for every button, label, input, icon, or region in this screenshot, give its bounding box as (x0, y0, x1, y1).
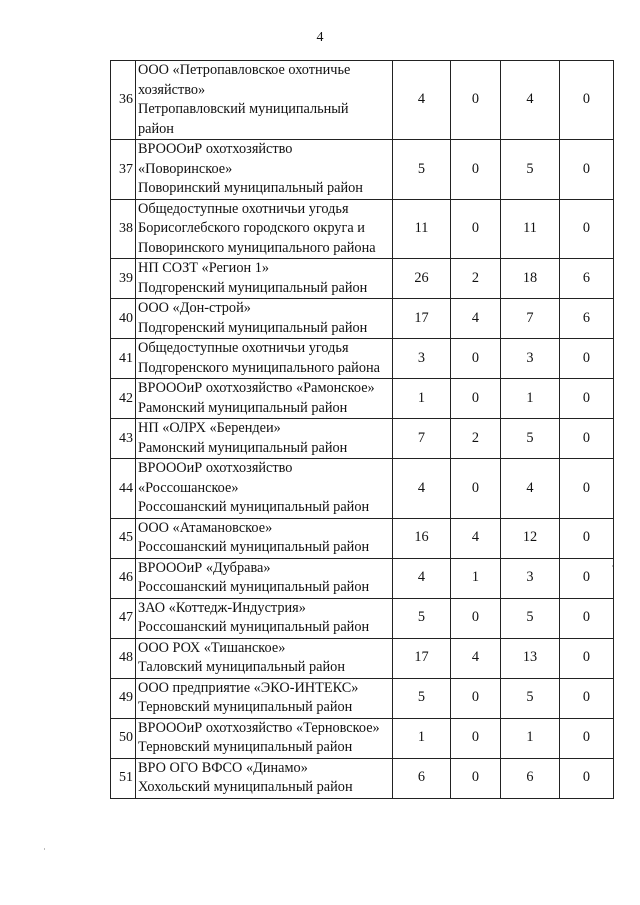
organization-cell (136, 299, 393, 339)
row-number: 42 (111, 379, 136, 419)
organization-cell (136, 598, 393, 638)
value-cell-1: 17 (393, 638, 451, 678)
value-cell-1: 5 (393, 140, 451, 200)
scan-mark (44, 848, 45, 850)
value-cell-4: 0 (560, 558, 614, 598)
table-row (111, 598, 614, 638)
value-cell-3: 5 (501, 140, 560, 200)
table-row (111, 638, 614, 678)
value-cell-4: 0 (560, 678, 614, 718)
organization-cell (136, 518, 393, 558)
value-cell-3: 1 (501, 379, 560, 419)
row-number: 38 (111, 199, 136, 259)
organization-line: Общедоступные охотничьи угодья (138, 200, 349, 217)
value-cell-4: 0 (560, 379, 614, 419)
organization-line: «Поворинское» (138, 160, 233, 177)
value-cell-2: 0 (451, 758, 501, 798)
value-cell-3: 7 (501, 299, 560, 339)
organization-line: ВРОООиР охотхозяйство «Рамонское» (138, 380, 375, 396)
organization-line: ВРОООиР «Дубрава» (138, 559, 271, 576)
value-cell-2: 4 (451, 638, 501, 678)
value-cell-2: 0 (451, 379, 501, 419)
value-cell-3: 13 (501, 638, 560, 678)
organization-line: Подгоренский муниципальный район (138, 279, 368, 296)
value-cell-3: 3 (501, 558, 560, 598)
row-number: 41 (111, 339, 136, 379)
value-cell-4: 0 (560, 518, 614, 558)
table-row (111, 419, 614, 459)
value-cell-1: 17 (393, 299, 451, 339)
organization-cell (136, 718, 393, 758)
organization-line: ЗАО «Коттедж-Индустрия» (138, 599, 306, 616)
page-number: 4 (316, 30, 324, 45)
organization-line: ООО «Атамановское» (138, 519, 273, 536)
row-number: 47 (111, 598, 136, 638)
value-cell-4: 0 (560, 638, 614, 678)
row-number: 44 (111, 459, 136, 519)
organization-line: Таловский муниципальный район (138, 659, 345, 675)
organization-cell (136, 758, 393, 798)
organization-cell (136, 638, 393, 678)
value-cell-1: 4 (393, 558, 451, 598)
table-row (111, 518, 614, 558)
table-body (111, 61, 614, 799)
value-cell-3: 5 (501, 678, 560, 718)
value-cell-4: 0 (560, 339, 614, 379)
hunting-grounds-table (110, 60, 614, 799)
organization-line: НП СОЗТ «Регион 1» (138, 260, 269, 276)
table-row (111, 459, 614, 519)
organization-line: Терновский муниципальный район (138, 699, 353, 715)
value-cell-3: 5 (501, 598, 560, 638)
organization-line: «Россошанское» (138, 479, 239, 496)
table-row (111, 379, 614, 419)
value-cell-1: 1 (393, 379, 451, 419)
organization-line: хозяйство» (138, 81, 206, 98)
value-cell-1: 5 (393, 598, 451, 638)
organization-cell (136, 140, 393, 200)
organization-line: Россошанский муниципальный район (138, 499, 370, 515)
organization-line: Рамонский муниципальный район (138, 439, 348, 456)
value-cell-4: 0 (560, 459, 614, 519)
organization-line: Поворинского муниципального района (138, 239, 376, 256)
value-cell-4: 0 (560, 140, 614, 200)
value-cell-1: 5 (393, 678, 451, 718)
organization-cell (136, 199, 393, 259)
value-cell-4: 0 (560, 758, 614, 798)
organization-line: Общедоступные охотничьи угодья (138, 340, 349, 356)
row-number: 37 (111, 140, 136, 200)
value-cell-1: 7 (393, 419, 451, 459)
row-number: 43 (111, 419, 136, 459)
value-cell-4: 6 (560, 299, 614, 339)
table-row (111, 199, 614, 259)
row-number: 39 (111, 259, 136, 299)
organization-line: Рамонский муниципальный район (138, 399, 348, 416)
value-cell-4: 0 (560, 199, 614, 259)
table-row (111, 140, 614, 200)
organization-line: ООО РОХ «Тишанское» (138, 639, 286, 656)
table-row (111, 718, 614, 758)
row-number: 49 (111, 678, 136, 718)
organization-line: ООО предприятие «ЭКО-ИНТЕКС» (138, 679, 359, 696)
table-row (111, 678, 614, 718)
value-cell-2: 0 (451, 140, 501, 200)
organization-line: Хохольский муниципальный район (138, 779, 353, 795)
value-cell-1: 1 (393, 718, 451, 758)
organization-line: Поворинский муниципальный район (138, 180, 363, 196)
table-row (111, 299, 614, 339)
value-cell-2: 2 (451, 259, 501, 299)
organization-line: Россошанский муниципальный район (138, 619, 370, 635)
scan-mark (612, 565, 613, 567)
value-cell-4: 0 (560, 61, 614, 140)
value-cell-3: 12 (501, 518, 560, 558)
organization-line: Терновский муниципальный район (138, 739, 353, 755)
value-cell-2: 0 (451, 61, 501, 140)
organization-line: ВРОООиР охотхозяйство (138, 141, 293, 157)
value-cell-3: 18 (501, 259, 560, 299)
value-cell-2: 0 (451, 678, 501, 718)
organization-line: район (138, 120, 174, 137)
value-cell-1: 26 (393, 259, 451, 299)
organization-line: ВРО ОГО ВФСО «Динамо» (138, 759, 308, 776)
organization-line: Подгоренского муниципального района (138, 359, 380, 376)
organization-line: ООО «Петропавловское охотничье (138, 62, 351, 78)
organization-line: Борисоглебского городского округа и (138, 220, 365, 236)
value-cell-3: 1 (501, 718, 560, 758)
organization-line: ООО «Дон-строй» (138, 300, 251, 316)
value-cell-1: 16 (393, 518, 451, 558)
value-cell-1: 6 (393, 758, 451, 798)
organization-line: НП «ОЛРХ «Берендеи» (138, 420, 281, 436)
table-row (111, 339, 614, 379)
value-cell-2: 1 (451, 558, 501, 598)
value-cell-4: 0 (560, 598, 614, 638)
organization-line: ВРОООиР охотхозяйство «Терновское» (138, 719, 380, 736)
organization-line: Петропавловский муниципальный (138, 101, 349, 117)
value-cell-2: 2 (451, 419, 501, 459)
value-cell-2: 4 (451, 299, 501, 339)
row-number: 50 (111, 718, 136, 758)
table-row (111, 61, 614, 140)
organization-cell (136, 678, 393, 718)
table-row (111, 558, 614, 598)
organization-cell (136, 259, 393, 299)
value-cell-3: 6 (501, 758, 560, 798)
organization-cell (136, 339, 393, 379)
value-cell-3: 4 (501, 459, 560, 519)
organization-line: Подгоренский муниципальный район (138, 319, 368, 336)
value-cell-2: 4 (451, 518, 501, 558)
organization-cell (136, 419, 393, 459)
value-cell-2: 0 (451, 339, 501, 379)
value-cell-3: 3 (501, 339, 560, 379)
row-number: 51 (111, 758, 136, 798)
value-cell-3: 4 (501, 61, 560, 140)
row-number: 36 (111, 61, 136, 140)
organization-cell (136, 379, 393, 419)
value-cell-4: 6 (560, 259, 614, 299)
value-cell-1: 11 (393, 199, 451, 259)
organization-cell (136, 61, 393, 140)
table-row (111, 758, 614, 798)
value-cell-1: 4 (393, 459, 451, 519)
value-cell-4: 0 (560, 718, 614, 758)
value-cell-2: 0 (451, 459, 501, 519)
value-cell-2: 0 (451, 718, 501, 758)
value-cell-1: 4 (393, 61, 451, 140)
organization-cell (136, 558, 393, 598)
value-cell-1: 3 (393, 339, 451, 379)
row-number: 40 (111, 299, 136, 339)
value-cell-3: 11 (501, 199, 560, 259)
organization-cell (136, 459, 393, 519)
value-cell-2: 0 (451, 199, 501, 259)
table-row (111, 259, 614, 299)
organization-line: Россошанский муниципальный район (138, 579, 370, 595)
organization-line: ВРОООиР охотхозяйство (138, 460, 293, 476)
value-cell-4: 0 (560, 419, 614, 459)
value-cell-3: 5 (501, 419, 560, 459)
value-cell-2: 0 (451, 598, 501, 638)
row-number: 48 (111, 638, 136, 678)
organization-line: Россошанский муниципальный район (138, 539, 370, 555)
row-number: 46 (111, 558, 136, 598)
row-number: 45 (111, 518, 136, 558)
